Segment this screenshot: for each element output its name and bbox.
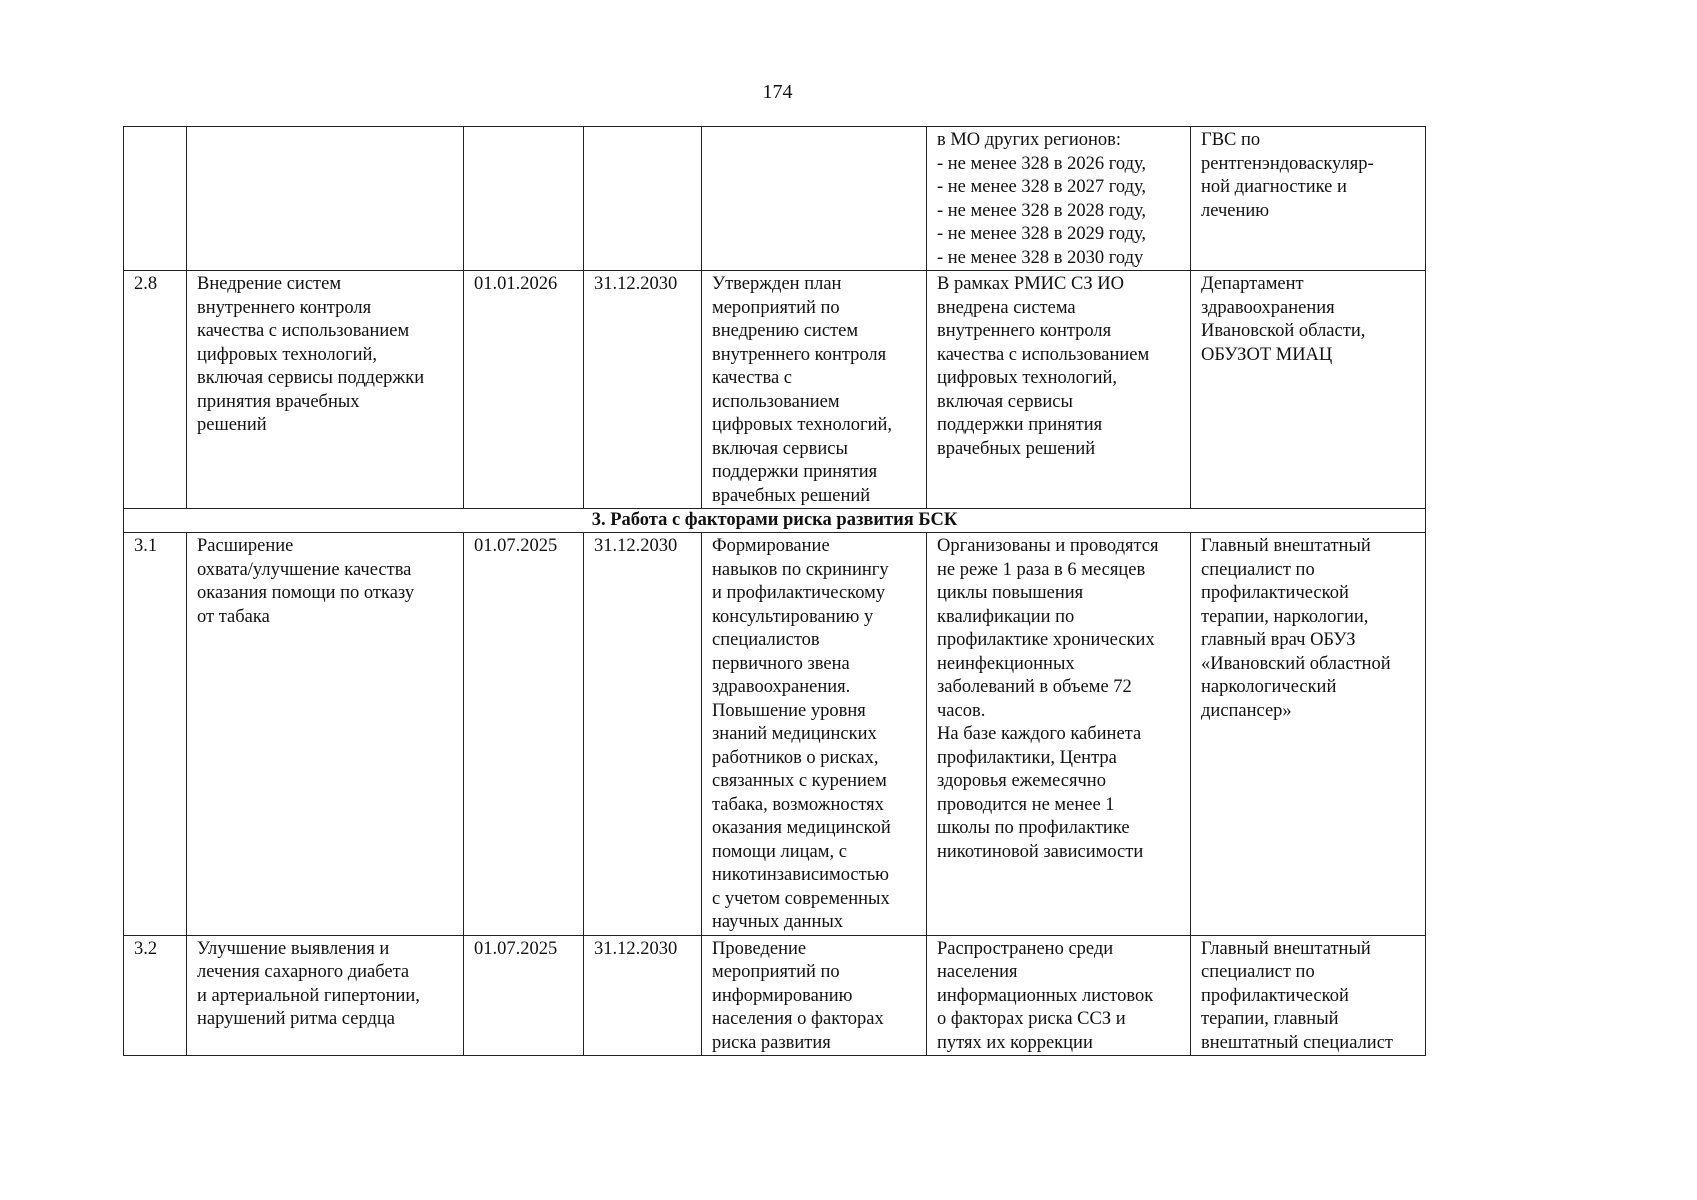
result-cell bbox=[702, 127, 927, 271]
event-cell bbox=[187, 127, 464, 271]
start-date-cell: 01.01.2026 bbox=[464, 271, 584, 509]
event-cell: Внедрение систем внутреннего контроля качества с использованием цифровых технологий, включая сервисы поддержки принятия врачебных решений bbox=[187, 271, 464, 509]
row-number-cell: 2.8 bbox=[124, 271, 187, 509]
table-row bbox=[124, 271, 1426, 509]
section-header-row bbox=[124, 509, 1426, 533]
end-date-cell bbox=[584, 127, 702, 271]
responsible-cell: Главный внештатный специалист по профилактической терапии, наркологии, главный врач ОБУЗ «Ивановский областной наркологический диспансер» bbox=[1191, 533, 1426, 936]
start-date-cell: 01.07.2025 bbox=[464, 935, 584, 1056]
result-cell: Утвержден план мероприятий по внедрению систем внутреннего контроля качества с использованием цифровых технологий, включая сервисы поддержки принятия врачебных решений bbox=[702, 271, 927, 509]
end-date-cell: 31.12.2030 bbox=[584, 271, 702, 509]
event-cell: Улучшение выявления и лечения сахарного диабета и артериальной гипертонии, нарушений ритма сердца bbox=[187, 935, 464, 1056]
table-row bbox=[124, 935, 1426, 1056]
row-number-cell: 3.1 bbox=[124, 533, 187, 936]
section-title: 3. Работа с факторами риска развития БСК bbox=[124, 509, 1426, 533]
start-date-cell bbox=[464, 127, 584, 271]
indicator-cell: В рамках РМИС СЗ ИО внедрена система внутреннего контроля качества с использованием цифровых технологий, включая сервисы поддержки принятия врачебных решений bbox=[927, 271, 1191, 509]
page-number: 174 bbox=[762, 81, 793, 103]
responsible-cell: Главный внештатный специалист по профилактической терапии, главный внештатный специалист bbox=[1191, 935, 1426, 1056]
measures-table bbox=[123, 126, 1426, 1056]
responsible-cell: ГВС по рентгенэндоваскуляр- ной диагностике и лечению bbox=[1191, 127, 1426, 271]
table-row bbox=[124, 533, 1426, 936]
result-cell: Формирование навыков по скринингу и профилактическому консультированию у специалистов первичного звена здравоохранения. Повышение уровня знаний медицинских работников о рисках, связанных с курением табака, возможностях оказания медицинской помощи лицам, с никотинзависимостью с учетом современных научных данных bbox=[702, 533, 927, 936]
row-number-cell bbox=[124, 127, 187, 271]
row-number-cell: 3.2 bbox=[124, 935, 187, 1056]
end-date-cell: 31.12.2030 bbox=[584, 935, 702, 1056]
table-row bbox=[124, 127, 1426, 271]
start-date-cell: 01.07.2025 bbox=[464, 533, 584, 936]
responsible-cell: Департамент здравоохранения Ивановской области, ОБУЗОТ МИАЦ bbox=[1191, 271, 1426, 509]
event-cell: Расширение охвата/улучшение качества оказания помощи по отказу от табака bbox=[187, 533, 464, 936]
result-cell: Проведение мероприятий по информированию населения о факторах риска развития bbox=[702, 935, 927, 1056]
end-date-cell: 31.12.2030 bbox=[584, 533, 702, 936]
indicator-cell: Распространено среди населения информационных листовок о факторах риска ССЗ и путях их коррекции bbox=[927, 935, 1191, 1056]
indicator-cell: в МО других регионов: - не менее 328 в 2026 году, - не менее 328 в 2027 году, - не менее 328 в 2028 году, - не менее 328 в 2029 году, - не менее 328 в 2030 году bbox=[927, 127, 1191, 271]
indicator-cell: Организованы и проводятся не реже 1 раза в 6 месяцев циклы повышения квалификации по профилактике хронических неинфекционных заболеваний в объеме 72 часов. На базе каждого кабинета профилактики, Центра здоровья ежемесячно проводится не менее 1 школы по профилактике никотиновой зависимости bbox=[927, 533, 1191, 936]
